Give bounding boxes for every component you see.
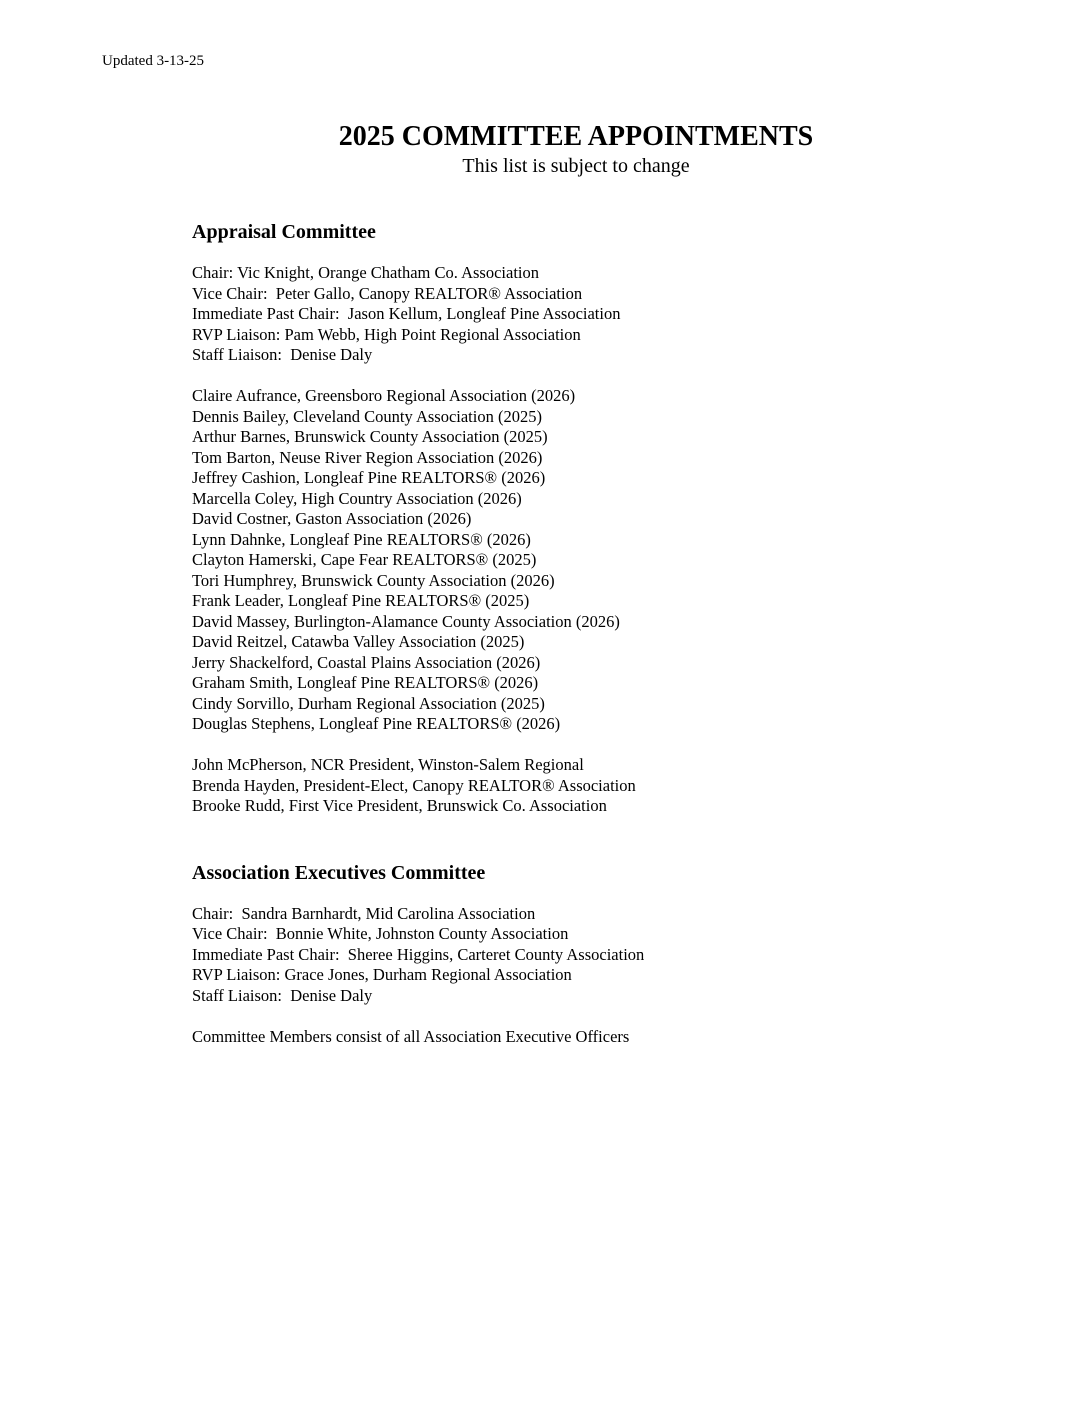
officer-list [192,904,1052,1007]
ex-officio-line: Brooke Rudd, First Vice President, Brunswick Co. Association [192,796,607,815]
member-line: Lynn Dahnke, Longleaf Pine REALTORS® (2026) [192,529,531,549]
title-block [0,120,1088,178]
section-heading: Appraisal Committee [192,221,376,243]
member-line: David Reitzel, Catawba Valley Association (2025) [192,632,525,651]
ex-officio-line: Brenda Hayden, President-Elect, Canopy REALTOR® Association [192,775,636,795]
officer-line: Vice Chair: Peter Gallo, Canopy REALTOR® Association [192,283,583,303]
member-line: Frank Leader, Longleaf Pine REALTORS® (2025) [192,591,530,610]
officer-line: Chair: Sandra Barnhardt, Mid Carolina Association [192,903,536,923]
officer-line: Chair: Vic Knight, Orange Chatham Co. Association [192,263,539,282]
officer-line: Immediate Past Chair: Jason Kellum, Longleaf Pine Association [192,304,621,323]
member-line: Cindy Sorvillo, Durham Regional Association (2025) [192,693,545,713]
officer-line: Staff Liaison: Denise Daly [192,985,373,1005]
section-heading: Association Executives Committee [192,861,486,884]
officer-line: RVP Liaison: Pam Webb, High Point Regional Association [192,324,581,344]
committee-note: Committee Members consist of all Association Executive Officers [192,1026,630,1046]
document-body [192,218,1052,1047]
member-line: Dennis Bailey, Cleveland County Association (2025) [192,406,542,426]
ex-officio-line: John McPherson, NCR President, Winston-Salem Regional [192,755,584,774]
officer-line: RVP Liaison: Grace Jones, Durham Regional Association [192,965,572,984]
member-line: Tori Humphrey, Brunswick County Association (2026) [192,570,555,590]
association-executives-committee-section [192,859,1052,1048]
member-line: Claire Aufrance, Greensboro Regional Association (2026) [192,386,576,405]
member-line: Graham Smith, Longleaf Pine REALTORS® (2026) [192,673,539,692]
member-line: Arthur Barnes, Brunswick County Association (2025) [192,427,548,446]
member-line: David Costner, Gaston Association (2026) [192,509,472,528]
member-line: Jeffrey Cashion, Longleaf Pine REALTORS® (2026) [192,468,546,487]
updated-date: Updated 3-13-25 [102,53,205,69]
officer-line: Vice Chair: Bonnie White, Johnston County Association [192,924,569,943]
member-line: Clayton Hamerski, Cape Fear REALTORS® (2025) [192,550,537,569]
member-line: David Massey, Burlington-Alamance County Association (2026) [192,611,620,631]
officer-line: Staff Liaison: Denise Daly [192,345,373,364]
page-title: 2025 COMMITTEE APPOINTMENTS [338,121,814,152]
officer-line: Immediate Past Chair: Sheree Higgins, Carteret County Association [192,944,645,964]
member-list [192,386,1052,735]
member-line: Douglas Stephens, Longleaf Pine REALTORS® (2026) [192,714,561,733]
member-line: Tom Barton, Neuse River Region Association (2026) [192,447,543,467]
ex-officio-list [192,755,1052,817]
member-line: Marcella Coley, High Country Association (2026) [192,488,522,508]
officer-list [192,263,1052,366]
member-line: Jerry Shackelford, Coastal Plains Association (2026) [192,652,541,672]
appraisal-committee-section [192,218,1052,817]
page-subtitle: This list is subject to change [462,155,690,177]
